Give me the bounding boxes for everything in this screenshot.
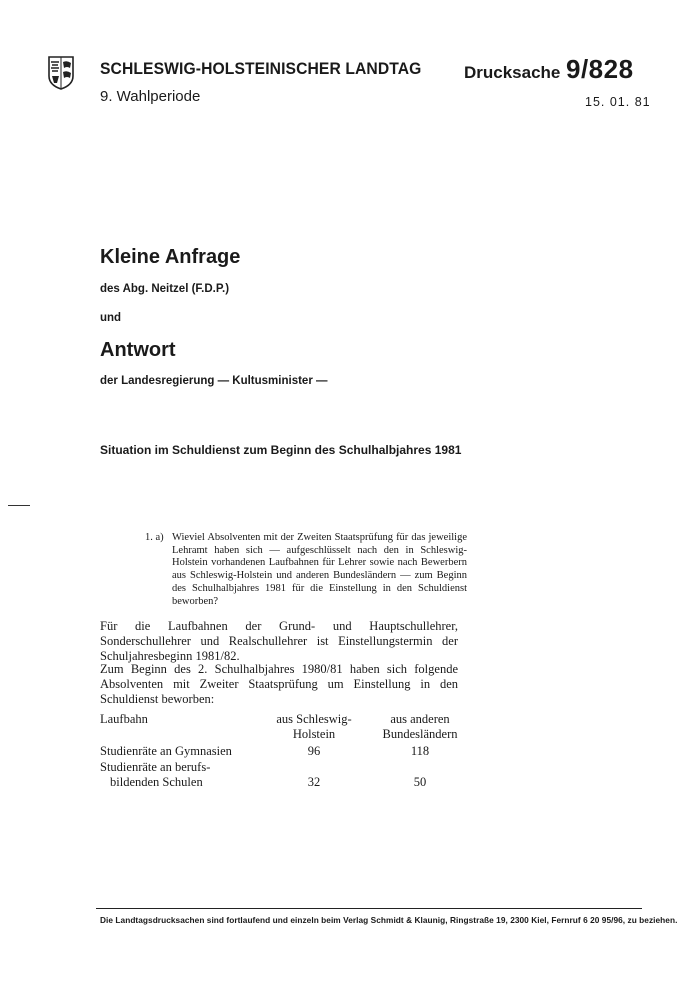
questioner-line: des Abg. Neitzel (F.D.P.) bbox=[100, 283, 230, 295]
table-cell-sh: 96 bbox=[307, 744, 321, 758]
drucksache-label: Drucksache bbox=[464, 63, 561, 82]
footer-note: Die Landtagsdrucksachen sind fortlaufend und einzeln beim Verlag Schmidt & Klaunig, Ringstraße 19, 2300 Kiel, Fernruf 6 20 95/96, zu beziehen. bbox=[100, 915, 678, 925]
coat-of-arms-icon bbox=[48, 56, 74, 90]
respondent-line: der Landesregierung — Kultusminister — bbox=[100, 375, 328, 387]
table-row-label-cont: bildenden Schulen bbox=[110, 775, 203, 789]
question-text: Wieviel Absolventen mit der Zweiten Staatsprüfung für das jeweilige Lehramt haben sich — aufgeschlüsselt nach den in Schleswig-Holstein vorhandenen Laufbahnen für Lehrer sowie nach Bewerbern aus Schleswig-Holstein und anderen Bundesländern — zum Beginn des Schulhalbjahres 1981 für die Einstellung in den Schuldienst beworben? bbox=[172, 532, 467, 607]
answer-paragraph-2: Zum Beginn des 2. Schulhalbjahres 1980/81 haben sich folgende Absolventen mit Zweiter Staatsprüfung um Einstellung in den Schuldienst beworben: bbox=[100, 662, 458, 707]
subject-line: Situation im Schuldienst zum Beginn des Schulhalbjahres 1981 bbox=[100, 443, 462, 457]
column-header-other-line2: Bundesländern bbox=[382, 727, 458, 741]
legislative-period: 9. Wahlperiode bbox=[100, 88, 201, 105]
table-cell-other: 118 bbox=[410, 744, 430, 758]
parliament-name: SCHLESWIG-HOLSTEINISCHER LANDTAG bbox=[100, 60, 422, 78]
answer-paragraph-1: Für die Laufbahnen der Grund- und Hauptschullehrer, Sonderschullehrer und Realschullehrer ist Einstellungstermin der Schuljahresbeginn 1981/82. bbox=[100, 619, 458, 664]
column-header-laufbahn: Laufbahn bbox=[100, 712, 148, 726]
question-number: 1. a) bbox=[145, 532, 164, 543]
table-cell-sh: 32 bbox=[307, 775, 321, 789]
column-header-sh-line2: Holstein bbox=[292, 727, 336, 741]
kleine-anfrage-heading: Kleine Anfrage bbox=[100, 246, 241, 268]
table-row-label: Studienräte an Gymnasien bbox=[100, 744, 232, 758]
antwort-heading: Antwort bbox=[100, 339, 176, 361]
drucksache-date: 15. 01. 81 bbox=[585, 95, 651, 109]
drucksache-number: 9/828 bbox=[566, 54, 634, 84]
table-row-label: Studienräte an berufs- bbox=[100, 760, 211, 774]
table-cell-other: 50 bbox=[413, 775, 427, 789]
margin-mark bbox=[8, 505, 30, 506]
column-header-other-line1: aus anderen bbox=[390, 712, 450, 726]
column-header-sh-line1: aus Schleswig- bbox=[276, 712, 352, 726]
footer-rule bbox=[96, 908, 642, 909]
und-line: und bbox=[100, 312, 122, 324]
